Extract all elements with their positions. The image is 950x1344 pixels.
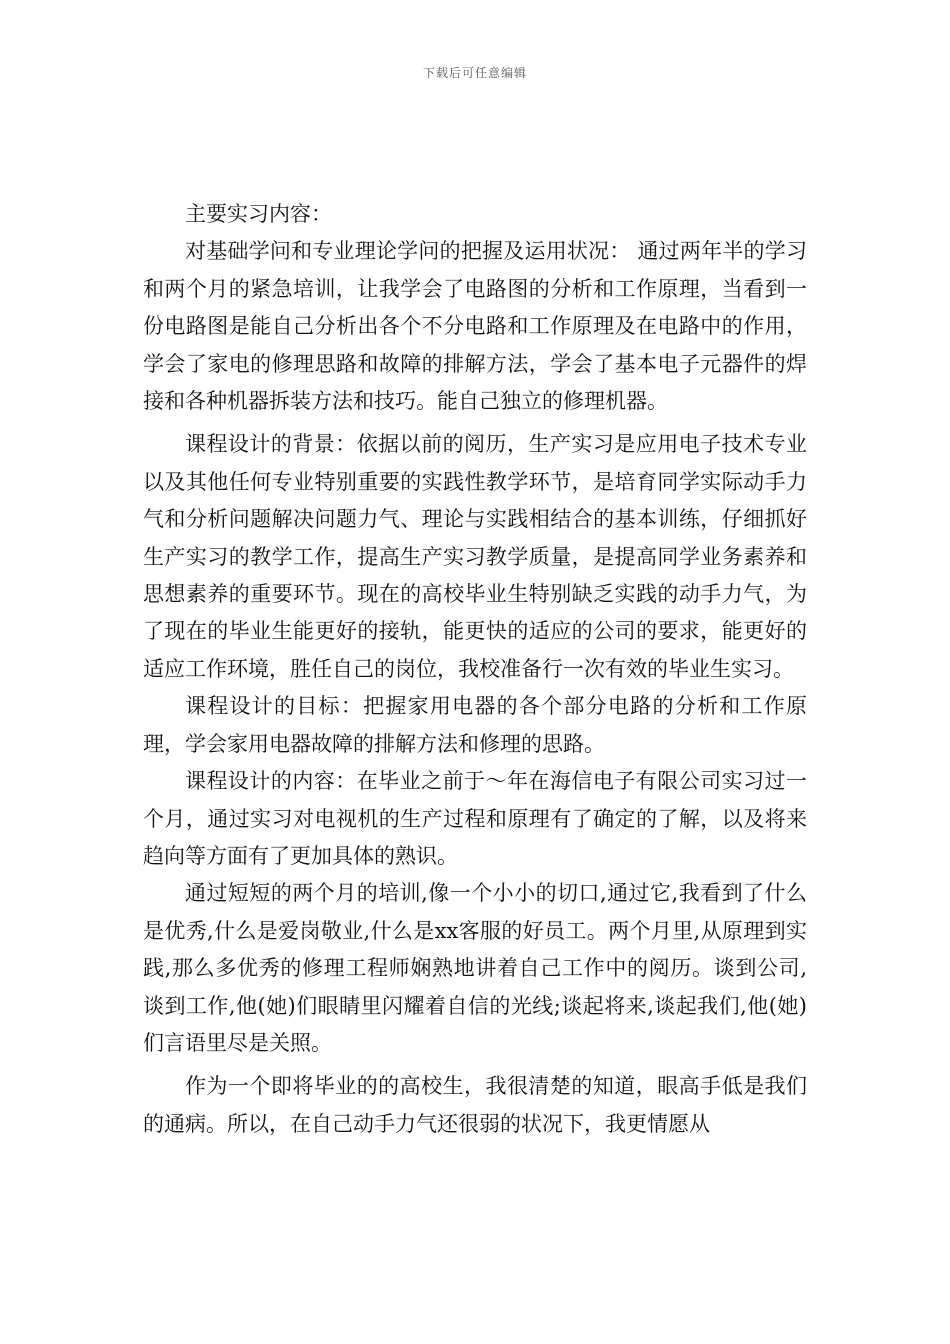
paragraph-goal: 课程设计的目标：把握家用电器的各个部分电路的分析和工作原理，学会家用电器故障的排解方法和修理的思路。	[143, 694, 807, 756]
paragraph-reflection: 作为一个即将毕业的的高校生，我很清楚的知道，眼高手低是我们的通病。所以，在自己动手力气还很弱的状况下，我更情愿从	[143, 1074, 807, 1136]
paragraph-background: 课程设计的背景：依据以前的阅历，生产实习是应用电子技术专业以及其他任何专业特别重要的实践性教学环节，是培育同学实际动手力气和分析问题解决问题力气、理论与实践相结合的基本训练，仔细抓好生产实习的教学工作，提高生产实习教学质量，是提高同学业务素养和思想素养的重要环节。现在的高校毕业生特别缺乏实践的动手力气，为了现在的毕业生能更好的接轨，能更快的适应的公司的要求，能更好的适应工作环境，胜任自己的岗位，我校准备行一次有效的毕业生实习。	[143, 432, 807, 681]
section-heading: 主要实习内容：	[185, 202, 332, 226]
page-header-note: 下载后可任意编辑	[422, 66, 527, 80]
paragraph-content: 课程设计的内容：在毕业之前于～年在海信电子有限公司实习过一个月，通过实习对电视机的生产过程和原理有了确定的了解，以及将来趋向等方面有了更加具体的熟识。	[143, 769, 807, 868]
paragraph-training: 通过短短的两个月的培训,像一个小小的切口,通过它,我看到了什么是优秀,什么是爱岗敬业,什么是xx客服的好员工。两个月里,从原理到实践,那么多优秀的修理工程师娴熟地讲着自己工作中的阅历。谈到公司,谈到工作,他(她)们眼睛里闪耀着自信的光线;谈起将来,谈起我们,他(她)们言语里尽是关照。	[143, 881, 807, 1055]
document-body	[143, 196, 807, 1143]
paragraph-knowledge: 对基础学问和专业理论学问的把握及运用状况： 通过两年半的学习和两个月的紧急培训，让我学会了电路图的分析和工作原理，当看到一份电路图是能自己分析出各个不分电路和工作原理及在电路中的作用，学会了家电的修理思路和故障的排解方法，学会了基本电子元器件的焊接和各种机器拆装方法和技巧。能自己独立的修理机器。	[143, 239, 807, 414]
